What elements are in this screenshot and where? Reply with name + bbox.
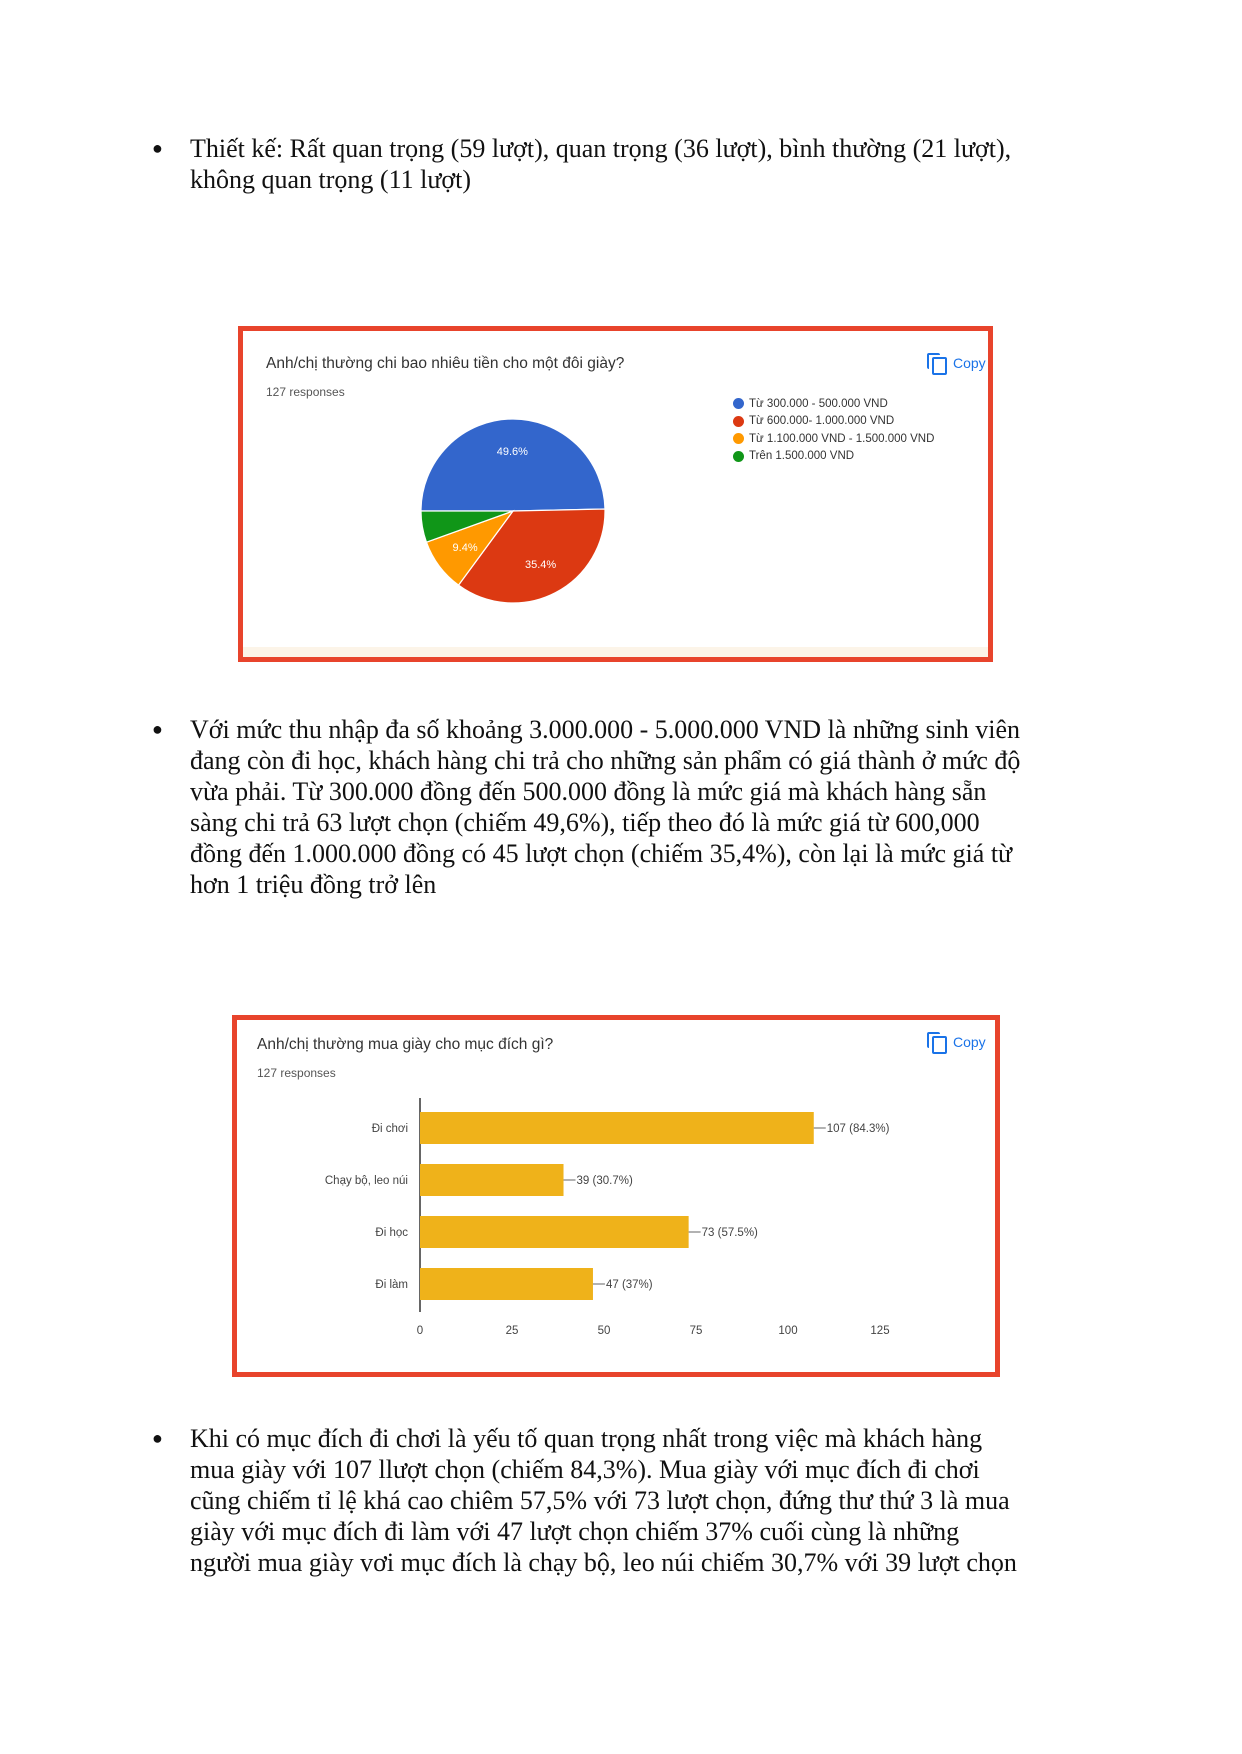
x-tick-label: 125 [870,1325,890,1337]
bullet: ● [152,1428,163,1448]
x-tick-label: 25 [505,1325,519,1337]
legend-label: Từ 1.100.000 VND - 1.500.000 VND [749,432,935,445]
copy-label: Copy [953,1034,986,1050]
bar [420,1112,814,1144]
x-tick-label: 50 [597,1325,611,1337]
category-label: Đi chơi [371,1123,408,1135]
x-tick-label: 75 [689,1325,703,1337]
legend-label: Từ 300.000 - 500.000 VND [749,397,888,410]
legend-dot-blue [733,398,744,409]
category-label: Đi học [375,1227,408,1239]
copy-label: Copy [953,355,986,371]
question-title: Anh/chị thường mua giày cho mục đích gì? [257,1036,554,1053]
paragraph-line: vừa phải. Từ 300.000 đồng đến 500.000 đồng là mức giá mà khách hàng sẵn [190,777,987,806]
paragraph-line: đồng đến 1.000.000 đồng có 45 lượt chọn (chiếm 35,4%), còn lại là mức giá từ [190,839,1013,868]
copy-button[interactable] [927,353,986,373]
copy-icon [927,1032,945,1052]
pie-chart-card [238,326,993,662]
copy-button[interactable] [927,1032,986,1052]
paragraph-line: sàng chi trả 63 lượt chọn (chiếm 49,6%), tiếp theo đó là mức giá từ 600,000 [190,808,980,837]
bar-value-label: 107 (84.3%) [826,1123,890,1135]
paragraph-line: giày với mục đích đi làm với 47 lượt chọn chiếm 37% cuối cùng là những [190,1517,960,1546]
legend-label: Từ 600.000- 1.000.000 VND [749,415,895,428]
bar [420,1216,689,1248]
paragraph-design [152,133,1100,195]
paragraph-line: Với mức thu nhập đa số khoảng 3.000.000 - 5.000.000 VND là những sinh viên [190,715,1021,744]
paragraph-line: đang còn đi học, khách hàng chi trả cho những sản phẩm có giá thành ở mức độ [190,746,1021,775]
response-count: 127 responses [266,385,345,399]
bar-chart [257,1090,977,1350]
pie-slice-label: 35.4% [524,559,557,572]
legend-item [733,448,934,466]
pie-legend [733,395,934,465]
category-label: Đi làm [375,1279,408,1291]
paragraph-income [152,714,1100,900]
bar [420,1268,593,1300]
pie-slice [421,419,605,511]
paragraph-line: cũng chiếm tỉ lệ khá cao chiêm 57,5% với 73 lượt chọn, đứng thư thứ 3 là mua [190,1486,1010,1515]
response-count: 127 responses [257,1066,336,1080]
legend-item [733,430,934,448]
paragraph-line: không quan trọng (11 lượt) [190,165,472,194]
paragraph-line: hơn 1 triệu đồng trở lên [190,870,437,899]
pie-slice-label: 49.6% [496,446,528,459]
legend-dot-orange [733,433,744,444]
bar [420,1164,564,1196]
bar-value-label: 47 (37%) [605,1279,653,1291]
bar-value-label: 73 (57.5%) [701,1227,758,1239]
bullet: ● [152,138,163,158]
x-tick-label: 100 [778,1325,798,1337]
legend-label: Trên 1.500.000 VND [749,450,855,463]
card-bottom-strip [243,647,988,657]
paragraph-line: Khi có mục đích đi chơi là yếu tố quan trọng nhất trong việc mà khách hàng [190,1424,983,1453]
bullet: ● [152,719,163,739]
paragraph-line: mua giày với 107 llượt chọn (chiếm 84,3%). Mua giày với mục đích đi chơi [190,1455,980,1484]
paragraph-line: Thiết kế: Rất quan trọng (59 lượt), quan trọng (36 lượt), bình thường (21 lượt), [190,134,1012,163]
pie-slice-label: 9.4% [452,541,478,554]
paragraph-purpose [152,1423,1100,1578]
category-label: Chạy bộ, leo núi [324,1175,408,1187]
legend-dot-red [733,416,744,427]
question-title: Anh/chị thường chi bao nhiêu tiền cho một đôi giày? [266,355,625,372]
legend-item [733,413,934,431]
bar-value-label: 39 (30.7%) [576,1175,633,1187]
copy-icon [927,353,945,373]
bar-chart-card [232,1015,1000,1377]
pie-chart [383,391,643,631]
legend-item [733,395,934,413]
legend-dot-green [733,451,744,462]
paragraph-line: người mua giày vơi mục đích là chạy bộ, leo núi chiếm 30,7% với 39 lượt chọn [190,1548,1017,1577]
x-tick-label: 0 [416,1325,424,1337]
